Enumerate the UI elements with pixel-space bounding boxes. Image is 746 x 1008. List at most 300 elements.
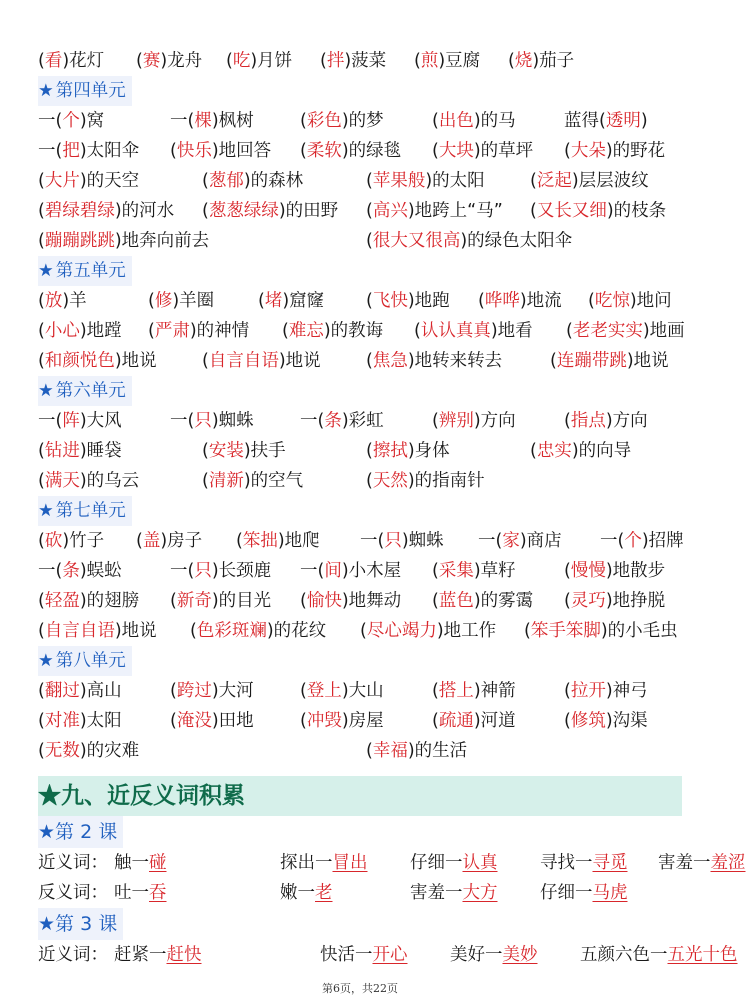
word-prefix: ( (524, 621, 531, 641)
word-prefix: ( (38, 741, 45, 761)
answer-word: 飞快 (372, 291, 408, 311)
answer-word: 灵巧 (570, 591, 606, 611)
pair-source: 寻找一 (540, 853, 593, 873)
unit-heading (38, 256, 702, 286)
answer-word: 采集 (438, 561, 474, 581)
word-prefix: ( (148, 321, 155, 341)
word-item (38, 406, 122, 436)
word-row (38, 586, 702, 616)
answer-word: 高兴 (372, 201, 408, 221)
synonym-antonym-row (38, 848, 746, 878)
answer-word: 搭上 (438, 681, 474, 701)
answer-word: 对准 (44, 711, 80, 731)
word-prefix: 一( (360, 531, 385, 551)
word-suffix: )草籽 (473, 561, 516, 581)
word-item (432, 706, 516, 736)
pair-answer: 老 (315, 883, 333, 903)
answer-word: 天然 (372, 471, 408, 491)
word-prefix: ( (136, 531, 143, 551)
word-row (38, 136, 702, 166)
word-prefix: ( (38, 531, 45, 551)
word-item (588, 286, 672, 316)
word-item (300, 676, 384, 706)
pair-label: 近义词： (38, 853, 108, 873)
word-prefix: ( (202, 201, 209, 221)
word-suffix: )地流 (519, 291, 562, 311)
answer-word: 指点 (570, 411, 606, 431)
word-pair (114, 878, 167, 908)
lesson-heading (38, 908, 702, 940)
answer-word: 清新 (208, 471, 244, 491)
pair-answer: 马虎 (592, 883, 628, 903)
answer-word: 哗哗 (484, 291, 520, 311)
word-suffix: )竹子 (62, 531, 105, 551)
word-prefix: 一( (38, 411, 63, 431)
word-item (38, 136, 139, 166)
word-suffix: )地画 (642, 321, 685, 341)
answer-word: 难忘 (288, 321, 324, 341)
word-suffix: )的枝条 (606, 201, 667, 221)
word-prefix: ( (530, 441, 537, 461)
answer-word: 间 (324, 561, 342, 581)
word-prefix: ( (414, 321, 421, 341)
word-prefix: ( (366, 171, 373, 191)
pair-source: 害羞一 (410, 883, 463, 903)
word-prefix: ( (202, 471, 209, 491)
word-suffix: )田地 (211, 711, 254, 731)
word-suffix: )窝 (79, 111, 105, 131)
word-item (366, 346, 502, 376)
pair-label: 反义词： (38, 883, 108, 903)
word-prefix: ( (366, 351, 373, 371)
word-suffix: )身体 (407, 441, 450, 461)
word-item (38, 286, 87, 316)
answer-word: 只 (194, 561, 212, 581)
pair-source: 快活一 (320, 945, 373, 965)
unit-title: 第六单元 (55, 381, 126, 401)
word-item (564, 556, 665, 586)
word-pair (280, 848, 368, 878)
word-item (360, 526, 444, 556)
synonym-antonym-row (38, 878, 702, 908)
answer-word: 把 (62, 141, 80, 161)
word-prefix: ( (432, 141, 439, 161)
pair-source: 仔细一 (410, 853, 463, 873)
word-item (432, 556, 516, 586)
answer-word: 赛 (142, 51, 161, 71)
word-item (366, 166, 485, 196)
answer-word: 蓝色 (438, 591, 474, 611)
answer-word: 安装 (208, 441, 244, 461)
word-row (38, 406, 702, 436)
word-pair (320, 940, 408, 970)
word-row (38, 706, 702, 736)
word-item (320, 46, 386, 76)
word-suffix: )地说 (114, 621, 157, 641)
word-suffix: )地跑 (407, 291, 450, 311)
word-prefix: ( (38, 711, 45, 731)
word-item (530, 166, 649, 196)
word-item (38, 166, 139, 196)
word-pair (540, 848, 628, 878)
word-suffix: )地蹚 (79, 321, 122, 341)
word-item (38, 616, 157, 646)
pair-source: 吐一 (114, 883, 149, 903)
word-suffix: )的乌云 (79, 471, 140, 491)
word-suffix: )太阳 (79, 711, 122, 731)
word-item (136, 46, 202, 76)
word-item (38, 46, 104, 76)
word-item (38, 556, 122, 586)
word-suffix: )地挣脱 (605, 591, 666, 611)
word-suffix: )地转来转去 (407, 351, 503, 371)
word-prefix: ( (550, 351, 557, 371)
word-suffix: )花灯 (62, 51, 105, 71)
unit-heading-label (38, 76, 132, 106)
answer-word: 疏通 (438, 711, 474, 731)
pair-source: 害羞一 (658, 853, 711, 873)
word-suffix: )的绿色太阳伞 (460, 231, 573, 251)
word-item (38, 106, 104, 136)
word-item (148, 286, 214, 316)
word-prefix: ( (478, 291, 485, 311)
word-suffix: )扶手 (243, 441, 286, 461)
answer-word: 阵 (62, 411, 80, 431)
answer-word: 慢慢 (570, 561, 606, 581)
word-prefix: 一( (38, 141, 63, 161)
answer-word: 彩色 (306, 111, 342, 131)
answer-word: 透明 (605, 111, 641, 131)
word-pair (114, 940, 202, 970)
pair-label: 近义词： (38, 945, 108, 965)
lesson-title: 第 3 课 (55, 913, 118, 935)
word-prefix: 一( (300, 561, 325, 581)
synonym-antonym-row (38, 940, 738, 970)
word-suffix: )大山 (341, 681, 384, 701)
word-suffix: )枫树 (211, 111, 254, 131)
word-item (202, 166, 303, 196)
pair-answer: 吞 (149, 883, 167, 903)
word-suffix: )豆腐 (438, 51, 481, 71)
word-item (432, 106, 516, 136)
unit-heading-label (38, 256, 132, 286)
answer-word: 蹦蹦跳跳 (44, 231, 115, 251)
word-item (202, 466, 303, 496)
word-suffix: )房子 (160, 531, 203, 551)
word-suffix: )小木屋 (341, 561, 402, 581)
pair-answer: 认真 (462, 853, 498, 873)
word-item (524, 616, 678, 646)
word-suffix: )羊 (62, 291, 87, 311)
answer-word: 和颜悦色 (44, 351, 115, 371)
answer-word: 个 (624, 531, 642, 551)
unit-heading-label (38, 646, 132, 676)
word-prefix: ( (300, 681, 307, 701)
word-suffix: )羊圈 (172, 291, 215, 311)
answer-word: 认认真真 (420, 321, 491, 341)
word-row (38, 526, 702, 556)
word-item (366, 196, 503, 226)
word-item (530, 196, 666, 226)
answer-word: 条 (324, 411, 342, 431)
word-item (38, 466, 139, 496)
answer-word: 修 (154, 291, 173, 311)
word-item (564, 676, 648, 706)
word-prefix: ( (202, 171, 209, 191)
word-item (226, 46, 292, 76)
star-icon: ★ (38, 81, 54, 101)
lesson-heading-label (38, 908, 123, 940)
answer-word: 吃 (232, 51, 251, 71)
word-suffix: )的指南针 (407, 471, 485, 491)
pair-answer: 赶快 (166, 945, 202, 965)
pair-answer: 大方 (462, 883, 498, 903)
answer-word: 自言自语 (44, 621, 115, 641)
word-suffix: )地爬 (277, 531, 320, 551)
word-row (38, 226, 702, 256)
answer-word: 擦拭 (372, 441, 408, 461)
word-suffix: )的绿毯 (341, 141, 402, 161)
word-pair (410, 878, 498, 908)
word-suffix: )招牌 (641, 531, 684, 551)
answer-word: 笨拙 (242, 531, 278, 551)
word-prefix: ( (320, 51, 327, 71)
pair-answer: 美妙 (502, 945, 538, 965)
word-suffix: )地看 (490, 321, 533, 341)
unit-heading-label (38, 376, 132, 406)
word-suffix: )的森林 (243, 171, 304, 191)
word-item (38, 226, 209, 256)
word-prefix: 一( (38, 561, 63, 581)
word-suffix: )方向 (473, 411, 516, 431)
word-suffix: )的生活 (407, 741, 468, 761)
answer-word: 修筑 (570, 711, 606, 731)
word-prefix: ( (564, 561, 571, 581)
word-prefix: ( (366, 291, 373, 311)
answer-word: 色彩斑斓 (196, 621, 267, 641)
pair-source: 五颜六色一 (580, 945, 668, 965)
word-prefix: ( (282, 321, 289, 341)
word-prefix: ( (38, 231, 45, 251)
unit-title: 第五单元 (55, 261, 126, 281)
word-row (38, 466, 702, 496)
word-suffix: )地散步 (605, 561, 666, 581)
word-suffix: )的田野 (278, 201, 339, 221)
answer-word: 砍 (44, 531, 63, 551)
unit-heading (38, 646, 702, 676)
word-suffix: )地回答 (211, 141, 272, 161)
word-item (170, 676, 254, 706)
word-prefix: ( (258, 291, 265, 311)
word-prefix: 蓝得( (564, 111, 606, 131)
word-item (300, 406, 384, 436)
word-item (236, 526, 320, 556)
word-item (170, 136, 271, 166)
word-item (38, 676, 122, 706)
word-prefix: ( (170, 141, 177, 161)
word-item (170, 706, 254, 736)
word-item (432, 586, 533, 616)
word-item (414, 46, 480, 76)
answer-word: 泛起 (536, 171, 572, 191)
answer-word: 笨手笨脚 (530, 621, 601, 641)
pair-source: 嫩一 (280, 883, 315, 903)
word-suffix: )的天空 (79, 171, 140, 191)
word-suffix: )的教诲 (323, 321, 384, 341)
answer-word: 个 (62, 111, 80, 131)
answer-word: 幸福 (372, 741, 408, 761)
word-pair (540, 878, 628, 908)
word-prefix: ( (432, 561, 439, 581)
answer-word: 愉快 (306, 591, 342, 611)
word-pair (280, 878, 333, 908)
answer-word: 煎 (420, 51, 439, 71)
word-item (190, 616, 326, 646)
word-prefix: ( (236, 531, 243, 551)
unit-heading (38, 496, 702, 526)
word-prefix: ( (530, 171, 537, 191)
unit-title: 第四单元 (55, 81, 126, 101)
word-suffix: )的小毛虫 (600, 621, 678, 641)
word-item (170, 406, 254, 436)
word-prefix: ( (38, 291, 45, 311)
word-item (38, 346, 157, 376)
word-prefix: ( (566, 321, 573, 341)
answer-word: 大朵 (570, 141, 606, 161)
word-prefix: ( (38, 441, 45, 461)
answer-word: 出色 (438, 111, 474, 131)
answer-word: 翻过 (44, 681, 80, 701)
unit-heading-label (38, 496, 132, 526)
word-prefix: 一( (170, 561, 195, 581)
word-row (38, 436, 702, 466)
word-suffix: )的空气 (243, 471, 304, 491)
answer-word: 只 (194, 411, 212, 431)
word-item (366, 226, 572, 256)
word-prefix: ( (170, 591, 177, 611)
unit-title: 第八单元 (55, 651, 126, 671)
answer-word: 葱葱绿绿 (208, 201, 279, 221)
unit-heading (38, 76, 702, 106)
word-item (38, 436, 122, 466)
word-row (38, 616, 702, 646)
word-item (38, 586, 139, 616)
word-prefix: ( (564, 711, 571, 731)
word-pair (658, 848, 746, 878)
answer-word: 淹没 (176, 711, 212, 731)
star-icon: ★ (38, 381, 54, 401)
word-suffix: )方向 (605, 411, 648, 431)
word-prefix: ( (432, 411, 439, 431)
word-row (38, 736, 702, 766)
answer-word: 拌 (326, 51, 345, 71)
word-suffix: )地说 (278, 351, 321, 371)
answer-word: 登上 (306, 681, 342, 701)
word-row (38, 346, 702, 376)
word-pair (410, 848, 498, 878)
word-item (300, 706, 384, 736)
word-suffix: )河道 (473, 711, 516, 731)
word-suffix: )的灾难 (79, 741, 140, 761)
word-prefix: ( (170, 711, 177, 731)
lesson-heading-label (38, 816, 123, 848)
word-row (38, 196, 702, 226)
word-suffix: )的太阳 (425, 171, 485, 191)
word-prefix: ( (38, 351, 45, 371)
word-suffix: )的河水 (114, 201, 175, 221)
word-suffix: )睡袋 (79, 441, 122, 461)
word-item (366, 436, 450, 466)
word-item (148, 316, 249, 346)
answer-word: 柔软 (306, 141, 342, 161)
answer-word: 大块 (438, 141, 474, 161)
word-item (566, 316, 685, 346)
word-item (414, 316, 533, 346)
word-prefix: ( (38, 201, 45, 221)
word-item (508, 46, 574, 76)
word-prefix: ( (432, 111, 439, 131)
word-suffix: )神箭 (473, 681, 516, 701)
answer-word: 冲毁 (306, 711, 342, 731)
word-row (38, 166, 702, 196)
star-icon: ★ (38, 913, 56, 935)
word-prefix: ( (300, 141, 307, 161)
answer-word: 自言自语 (208, 351, 279, 371)
word-item (530, 436, 631, 466)
word-prefix: ( (226, 51, 233, 71)
word-prefix: ( (432, 681, 439, 701)
answer-word: 很大又很高 (372, 231, 461, 251)
word-suffix: )太阳伞 (79, 141, 140, 161)
word-item (202, 346, 321, 376)
word-pair (580, 940, 738, 970)
answer-word: 大片 (44, 171, 80, 191)
word-suffix: )菠菜 (344, 51, 387, 71)
word-item (478, 286, 562, 316)
word-prefix: ( (300, 591, 307, 611)
word-suffix: )商店 (519, 531, 562, 551)
star-icon: ★ (38, 651, 54, 671)
pair-answer: 寻觅 (592, 853, 628, 873)
answer-word: 条 (62, 561, 80, 581)
word-prefix: ( (508, 51, 515, 71)
unit-title: 第七单元 (55, 501, 126, 521)
word-item (564, 406, 648, 436)
word-suffix: )的向导 (571, 441, 632, 461)
answer-word: 焦急 (372, 351, 408, 371)
word-suffix: )的目光 (211, 591, 272, 611)
answer-word: 葱郁 (208, 171, 244, 191)
answer-word: 放 (44, 291, 63, 311)
word-item (300, 586, 401, 616)
word-item (170, 106, 254, 136)
word-suffix: )地奔向前去 (114, 231, 210, 251)
word-prefix: ( (202, 441, 209, 461)
word-row (38, 316, 702, 346)
answer-word: 钻进 (44, 441, 80, 461)
word-suffix: )龙舟 (160, 51, 203, 71)
word-row (38, 106, 702, 136)
word-prefix: ( (38, 471, 45, 491)
word-row (38, 46, 702, 76)
word-prefix: 一( (300, 411, 325, 431)
word-prefix: ( (564, 411, 571, 431)
word-prefix: ( (360, 621, 367, 641)
pair-answer: 羞涩 (710, 853, 746, 873)
answer-word: 堵 (264, 291, 283, 311)
word-suffix: )层层波纹 (571, 171, 649, 191)
word-item (564, 706, 648, 736)
